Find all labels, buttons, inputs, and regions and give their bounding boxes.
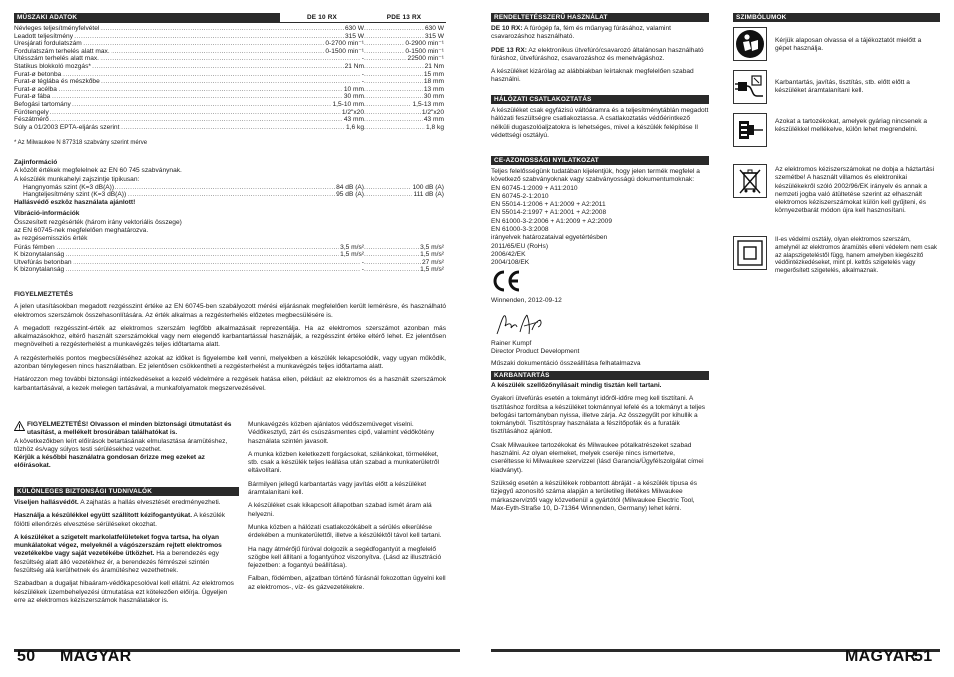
spec-row xyxy=(14,116,446,124)
spec-row-v1: ..... 1,5-10 mm xyxy=(332,100,364,108)
warning-paragraph: A rezgésterhelés pontos megbecsüléséhez azokat az időket is figyelembe kell venni, melyekben a készülék lekapcsolódik, vagy ugyan működik, azonban ténylegesen nincs használatban. Ez jelentősen csökkentheti a rezgésterhelést a munkavégzés teljes időtartama alatt. xyxy=(14,354,446,371)
spec-row-v1: ..... 315 W xyxy=(344,32,364,40)
ce-standard-line: EN 55014-2:1997 + A1:2001 + A2:2008 xyxy=(491,209,607,217)
maintenance-paragraph: Gyakori ütvefúrás esetén a tokmányt időről-időre meg kell tisztítani. A tisztításhoz fordítsa a készüléket tokmánnyal lefelé és a tokmányt a teljes befogási tartományban nyissa, illetve zárja. Az összegyűlt por kihullik a tokmányból. Tisztítóspray használata a fészítőpofák és a furatáik tisztításához ajánlott. xyxy=(491,395,706,436)
symbols-header: SZIMBÓLUMOK xyxy=(733,13,940,22)
spec-row-label: Fészátmérő xyxy=(14,116,49,124)
noise-row-v2: ..... 100 dB (A) xyxy=(412,183,444,191)
noise-row-label: Hangteljesítmény szint (K=3 dB(A)) xyxy=(23,191,127,199)
safety-paragraph-text: A zajhatás a hallás elvesztését eredményezheti. xyxy=(78,499,221,506)
spec-row-label: Furat-ø fába xyxy=(14,93,51,101)
signature-icon xyxy=(494,312,554,338)
noise-section xyxy=(14,159,446,274)
symbol-text: Karbantartás, javítás, tisztítás, stb. előtt előtt a készüléket áramtalanítani kell. xyxy=(775,79,910,95)
ce-standard-line: EN 60745-2-1:2010 xyxy=(491,192,549,200)
spec-row-v1: ..... 30 mm xyxy=(343,93,364,101)
maintenance-paragraph: Szükség esetén a készülékek robbantott ábráját - a készülék típusa és tizjegyű azonosító száma alapján a területileg illetékes Milwaukee márkaszervíztől vagy közvetlenül a gyártótól (Milwaukee Electric Tool, Max-Eyth-Straße 10, D-71364 Winnenden, Germany) lehet kérni. xyxy=(491,479,697,512)
safety-paragraph-text: Ha a berendezés egy feszültség alatt álló vezetékhez ér, a berendezés fémrészei szintén feszültség alá kerülhetnek és áramütéshez vezethetnek. xyxy=(14,550,219,575)
noise-row xyxy=(23,184,446,192)
vibration-row-v2: ..... 1,5 m/s² xyxy=(420,251,444,259)
spec-row xyxy=(14,25,446,33)
noise-row-v2: ..... 111 dB (A) xyxy=(413,191,444,199)
noise-rows xyxy=(14,184,446,199)
spec-row-label: Névleges teljesítményfelvétel xyxy=(14,25,100,32)
intended-use-text xyxy=(491,25,709,90)
maintenance-text xyxy=(491,382,709,518)
signer-name: Rainer Kumpf xyxy=(491,340,532,347)
noise-line: A készülék munkahelyi zajszintje tipikusan: xyxy=(14,175,140,183)
spec-row-label: Statikus blokkoló mozgás* xyxy=(14,62,91,70)
spec-table xyxy=(14,25,446,131)
warning-keep-instructions: Kérjük a későbbi használatra gondosan őrizze meg ezeket az előírásokat. xyxy=(14,454,205,470)
vibration-rows xyxy=(14,244,446,274)
documentation-authorization: Műszaki dokumentáció összeállítása felhatalmazva xyxy=(491,360,641,367)
spec-row-v2: ..... 15 mm xyxy=(423,70,444,78)
ce-standard-line: 2006/42/EK xyxy=(491,250,526,258)
symbol-text: II-es védelmi osztály, olyan elektromos szerszám, amelynél az elektromos áramütés elleni védelem nem csak az alapszigeteléstől függ, hanem amelyben kiegészítő védőintézkedéseket, mint pl. kettős szigetelés vagy megerősített szigetelés, alkalmaznak. xyxy=(775,236,937,275)
maintenance-header: KARBANTARTÁS xyxy=(491,371,709,380)
middle-column-text xyxy=(248,421,448,597)
place-date: Winnenden, 2012-09-12 xyxy=(491,297,562,304)
warning-section xyxy=(14,291,446,398)
noise-line: A közölt értékek megfelelnek az EN 60 745 szabványnak. xyxy=(14,167,182,175)
safety-paragraph-text: A készülék fölötti ellenőrzés elvesztése sérüléseket okozhat. xyxy=(14,512,226,528)
spec-row-v1: ..... 630 W xyxy=(344,25,364,32)
spec-row-label: Furat-ø acélba xyxy=(14,85,57,93)
spec-row-v2: ..... 630 W xyxy=(424,25,444,32)
ce-declaration-intro: Teljes felelősségünk tudatában kijelentjük, hogy jelen termék megfelel a következő szabványoknak vagy szabványosságú dokumentumoknak: xyxy=(491,168,700,184)
ce-standard-line: EN 61000-3-3:2008 xyxy=(491,226,549,234)
spec-row-v1: ..... 1/2"x20 xyxy=(341,108,364,116)
vibration-row-label: Ütvefúrás betonban xyxy=(14,258,72,266)
right-page-language: MAGYAR xyxy=(845,648,917,665)
noise-row-v1: ..... 84 dB (A) xyxy=(336,183,364,191)
vibration-row-v2: ..... 1,5 m/s² xyxy=(420,266,444,274)
vibration-row xyxy=(14,244,446,252)
usage-pde-text: Az elektronikus ütvefúró/csavarozó általánosan használható fúráshoz, ütvefúráshoz, csavarozáshoz és menetvágáshoz. xyxy=(491,46,704,62)
spec-row-v1: ..... 43 mm xyxy=(343,116,364,124)
weee-bin-icon xyxy=(733,164,767,198)
vibration-row-label: K bizonytalanság xyxy=(14,266,65,274)
usage-note: A készüléket kizárólag az alábbiakban leírtaknak megfelelően szabad használni. xyxy=(491,68,694,84)
spec-row-v1: ..... 21 Nm xyxy=(344,62,364,70)
warning-paragraph: A megadott rezgésszint-érték az elektromos szerszám legfőbb alkalmazásait reprezentálja. Ha az elektromos szerszámot azonban más alkalmazásokhoz, eltérő használt szerszámokkal vagy nem elegendő karbantartással használják, a rezgésszint értéke eltérő lehet. Ez jelentősen megnövelheti a rezgésterhelést a munkavégzés teljes időtartama alatt. xyxy=(14,324,446,349)
usage-de-text: A fúrógép fa, fém és műanyag fúrásához, valamint csavarozáshoz használható. xyxy=(491,25,671,41)
plug-icon xyxy=(733,70,767,104)
mains-connection-text: A készüléket csak egyfázisú váltóáramra és a teljesítménytáblán megadott hálózati feszültségre csatlakoztassa. A csatlakoztatás védőérintkező nélküli dugaszolóaljzatokra is lehetséges, mivel a készülék felépítése II védettségi osztályú. xyxy=(491,107,709,139)
header-rule xyxy=(14,22,446,23)
class2-icon xyxy=(733,236,767,270)
spec-row xyxy=(14,71,446,79)
spec-row-v2: ..... 18 mm xyxy=(423,78,444,86)
vibration-row-label: K bizonytalanság xyxy=(14,251,65,259)
warning-body: A következőkben leírt előírások betartásának elmulasztása áramütéshez, tűzhöz és/vagy súlyos testi sérülésekhez vezethet. xyxy=(14,437,228,453)
safety-paragraph-bold: A készüléket a szigetelt markolatfelületeket fogva tartsa, ha olyan munkálatokat végez, melyeknél a vágószerszám rejtett elektromos vezetékekbe vagy saját vezetékébe ütközhet. xyxy=(14,533,222,558)
general-warning-block xyxy=(14,421,239,471)
spec-row-label: Furat-ø betonba xyxy=(14,70,62,78)
ce-standard-line: EN 55014-1:2006 + A1:2009 + A2:2011 xyxy=(491,201,606,209)
safety-instruction: Ha nagy átmérőjű fúróval dolgozik a segédfogantyút a megfelelő szögbe kell állítani a fogantyúhoz viszonyítva. (Lásd az illusztráció fejezetben: a fogantyú beállítása). xyxy=(248,545,442,570)
usage-pde-label: PDE 13 RX: xyxy=(491,46,527,54)
safety-paragraph xyxy=(14,534,239,575)
maintenance-paragraph: Csak Milwaukee tartozékokat és Milwaukee pótalkatrészeket szabad használni. Az olyan elemeket, melyek cseréje nincs ismertetve, cseréltesse ki Milwaukee szervizzel (lásd Garancia/Ügyfélszolgálat címei kiadványt). xyxy=(491,441,704,474)
spec-row-v2: ..... 1/2"x20 xyxy=(421,108,444,116)
vibration-row xyxy=(14,251,446,259)
safety-instruction: A készüléket csak kikapcsolt állapotban szabad ismét áram alá helyezni. xyxy=(248,502,432,518)
left-page-language: MAGYAR xyxy=(60,648,132,665)
spec-row-label: Ütésszám terhelés alatt max. xyxy=(14,55,100,63)
ce-declaration-header: CE-AZONOSSÁGI NYILATKOZAT xyxy=(491,156,709,165)
vibration-row-v1: ..... 3,5 m/s² xyxy=(340,243,364,251)
safety-instruction: Falban, födémben, aljzatban történő fúrásnál fokozottan ügyelni kell az elektromos-, víz- és gázvezetékekre. xyxy=(248,575,446,591)
accessory-icon xyxy=(733,113,767,147)
intended-use-header: RENDELTETÉSSZERŰ HASZNÁLAT xyxy=(491,13,709,22)
safety-paragraph xyxy=(14,499,239,507)
left-page-number: 50 xyxy=(17,648,36,665)
vibration-row xyxy=(14,259,446,267)
spec-row-label: Befogási tartomány xyxy=(14,100,71,108)
spec-row-v1: ..... 1,6 kg xyxy=(346,123,364,131)
ce-standard-line: EN 61000-3-2:2006 + A1:2009 + A2:2009 xyxy=(491,217,612,225)
mains-connection-header: HÁLÓZATI CSATLAKOZTATÁS xyxy=(491,95,709,104)
symbol-text: Kérjük alaposan olvassa el a tájékoztatót mielőtt a gépet használja. xyxy=(775,37,922,53)
spec-row-label: Súly a 01/2003 EPTA-eljárás szerint xyxy=(14,123,120,131)
vibration-row-label: Fúrás fémben xyxy=(14,243,55,251)
noise-row-label: Hangnyomás szint (K=3 dB(A)) xyxy=(23,183,115,191)
ce-declaration-text xyxy=(491,168,709,268)
vibration-row xyxy=(14,266,446,274)
ce-mark-icon xyxy=(491,270,521,292)
vibration-title: Vibráció-információk xyxy=(14,210,80,218)
spec-row-v2: ..... 43 mm xyxy=(423,116,444,124)
spec-row-label: Leadott teljesítmény xyxy=(14,32,74,40)
special-safety-text xyxy=(14,499,239,610)
ce-standard-line: EN 60745-1:2009 + A11:2010 xyxy=(491,184,578,192)
warning-lead: FIGYELMEZTETÉS! Olvasson el minden biztonsági útmutatást és utasítást, a mellékelt brosúrában találhatókat is. xyxy=(27,421,232,437)
spec-row-v1: ..... - xyxy=(361,70,364,78)
symbol-text: Azokat a tartozékokat, amelyek gyáriag nincsenek a készülékkel mellékelve, külön lehet megrendelni. xyxy=(775,118,928,134)
col-pde13rx-header: PDE 13 RX xyxy=(364,13,444,22)
safety-instruction: Munka közben a hálózati csatlakozókábelt a sérülés elkerülése érdekében a munkaterülettől, illetve a készüléktől távol kell tartani. xyxy=(248,523,442,540)
usage-de-label: DE 10 RX: xyxy=(491,25,523,32)
spec-row-v1: ..... 10 mm xyxy=(343,85,364,93)
safety-instruction: A munka közben keletkezett forgácsokat, szilánkokat, törmeléket, stb. csak a készülék teljes leállása után szabad a munkaterületről eltávolítani. xyxy=(248,450,439,475)
spec-row-v1: ..... 0-1500 min⁻¹ xyxy=(325,47,364,55)
vibration-row-v2: ..... 27 m/s² xyxy=(422,258,444,266)
warning-title: FIGYELMEZTETÉS xyxy=(14,291,73,298)
spec-row-v2: ..... 22500 min⁻¹ xyxy=(407,55,444,63)
tech-data-header: MŰSZAKI ADATOK xyxy=(14,13,280,22)
spec-row-v1: ..... 0-2700 min⁻¹ xyxy=(325,40,364,48)
noise-row xyxy=(23,191,446,199)
safety-paragraph xyxy=(14,512,239,529)
ce-standard-line: 2004/108/EK xyxy=(491,259,530,267)
vibration-row-v1: ..... 1,5 m/s² xyxy=(340,251,364,259)
spec-row xyxy=(14,93,446,101)
col-de10rx-header: DE 10 RX xyxy=(280,13,364,22)
special-safety-header: KÜLÖNLEGES BIZTONSÁGI TUDNIVALÓK xyxy=(14,487,239,496)
spec-row-v2: ..... 315 W xyxy=(424,32,444,40)
spec-row xyxy=(14,63,446,71)
spec-row-label: Fordulatszám terhelés alatt max. xyxy=(14,47,110,55)
spec-row xyxy=(14,124,446,132)
spec-row-v2: ..... 1,8 kg xyxy=(426,123,444,131)
vibration-row-v1: ..... - xyxy=(361,266,364,274)
spec-row xyxy=(14,40,446,48)
spec-row xyxy=(14,48,446,56)
warning-paragraph: Határozzon meg további biztonsági intézkedéseket a kezelő védelmére a rezgések hatása ellen, például: az elektromos és a használt szerszámok karbantartásával, a kezek melegen tartásával, a munkafolyamatok megszervezésével. xyxy=(14,376,446,392)
spec-row xyxy=(14,33,446,41)
spec-row xyxy=(14,101,446,109)
spec-row-v2: ..... 0-2900 min⁻¹ xyxy=(405,40,444,48)
vibration-row-v1: ..... - xyxy=(361,258,364,266)
noise-row-v1: ..... 95 dB (A) xyxy=(336,191,364,199)
safety-paragraph-bold: Használja a készülékkel együtt szállított kézifogantyúkat. xyxy=(14,512,193,520)
spec-row-label: Furat-ø téglába és mészkőbe xyxy=(14,78,100,86)
warning-paragraph: A jelen utasításokban megadott rezgésszint értéke az EN 60745-ben szabályozott mérési eljárásnak megfelelően került lemérésre, és használható elektromos szerszámok összehasonlítására. Az érték alkalmas a rezgésterhelés előzetes megbecsülésére is. xyxy=(14,303,446,319)
spec-row-v1: ..... - xyxy=(361,78,364,86)
safety-paragraph-text: Szabadban a dugaljat hibaáram-védőkapcsolóval kell ellátni. Az elektromos készülékek üzembehelyezési útmutatása ezt kötelezően előírja. Ügyeljen erre az elektromos kéziszerszámok használatakor is. xyxy=(14,580,234,604)
signer-title: Director Product Development xyxy=(491,348,580,355)
spec-footnote: * Az Milwaukee N 877318 szabvány szerint mérve xyxy=(14,140,148,146)
symbol-text: Az elektromos kéziszerszámokat ne dobja a háztartási szemétbe! A használt villamos és elektronikai készülékekről szóló 2002/96/EK irányelv és annak a nemzeti jogba való átültetése szerint az elhasznált elektromos kéziszerszámokat külön kell gyűjteni, és környezetbarát módon újra kell hasznosítani. xyxy=(775,166,935,215)
safety-instruction: Munkavégzés közben ajánlatos védőszemüveget viselni. Védőkesztyű, zárt és csúszásmentes cipő, valamint védőkötény használata szintén javasolt. xyxy=(248,421,435,445)
ce-standard-line: irányelvek határozataival egyetértésben xyxy=(491,234,608,242)
spec-row xyxy=(14,78,446,86)
vibration-line: Összesített rezgésérték (három irány vektoriális összege) xyxy=(14,218,182,226)
vibration-row-v2: ..... 3,5 m/s² xyxy=(420,243,444,251)
spec-row-v2: ..... 0-1500 min⁻¹ xyxy=(405,47,444,55)
safety-paragraph xyxy=(14,580,239,605)
hearing-protection: Hallásvédő eszköz használata ajánlott! xyxy=(14,199,136,207)
spec-row xyxy=(14,109,446,117)
safety-paragraph-bold: Viseljen hallásvédőt. xyxy=(14,499,79,506)
spec-row-v1: ..... - xyxy=(361,55,364,63)
spec-row-label: Fúrótengely xyxy=(14,108,49,116)
vibration-line: aₕ rezgésemissziós érték xyxy=(14,235,88,243)
safety-instruction: Bármilyen jellegű karbantartás vagy javítás előtt a készüléket áramtalanítani kell. xyxy=(248,480,427,497)
vibration-line: az EN 60745-nek megfelelően meghatározva. xyxy=(14,226,149,234)
spec-row-v2: ..... 21 Nm xyxy=(424,62,444,70)
spec-row-v2: ..... 30 mm xyxy=(423,93,444,101)
maintenance-vents: A készülék szellőzőnyílásait mindig tisztán kell tartani. xyxy=(491,382,662,389)
spec-row-v2: ..... 1,5-13 mm xyxy=(412,100,444,108)
spec-row-v2: ..... 13 mm xyxy=(423,85,444,93)
warning-triangle-icon xyxy=(14,421,25,431)
spec-row xyxy=(14,86,446,94)
noise-title: Zajinformáció xyxy=(14,159,58,166)
ce-standard-line: 2011/65/EU (RoHs) xyxy=(491,242,549,250)
right-page-number: 51 xyxy=(914,648,933,665)
manual-icon xyxy=(733,27,767,61)
spec-row-label: Üresjárati fordulatszám xyxy=(14,40,82,48)
spec-row xyxy=(14,55,446,63)
